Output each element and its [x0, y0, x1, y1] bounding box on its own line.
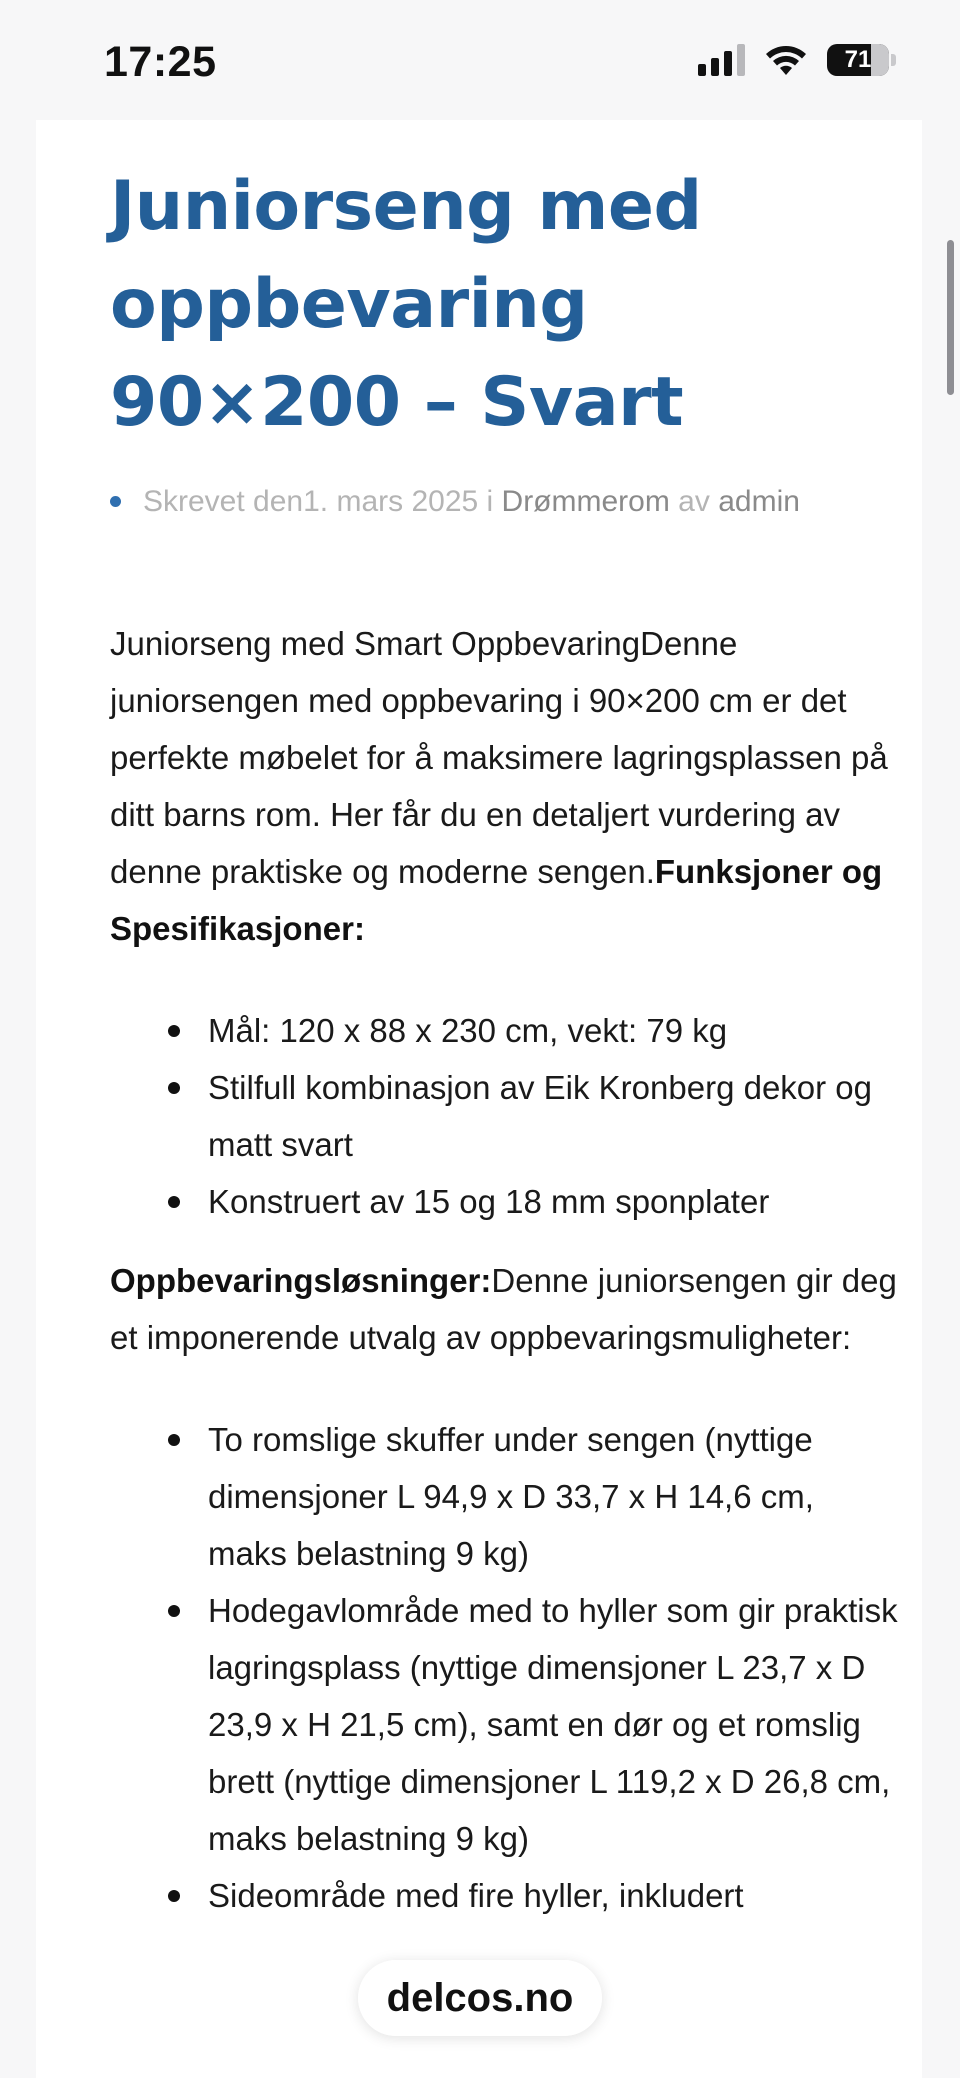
intro-text: Juniorseng med Smart OppbevaringDenne juniorsengen med oppbevaring i 90×200 cm er det perfekte møbelet for å maksimere lagringsplassen på ditt barns rom. Her får du en detaljert vurdering av denne praktiske og moderne sengen.	[110, 625, 888, 890]
storage-intro-text: Denne juniorsengen gir deg et imponerende utvalg av oppbevaringsmuligheter:	[110, 1262, 897, 1356]
url-text[interactable]: delcos.no	[386, 1975, 574, 2020]
battery-indicator	[827, 44, 896, 76]
list-item: Sideområde med fire hyller, inkludert	[208, 1867, 900, 1924]
list-item: To romslige skuffer under sengen (nyttige dimensjoner L 94,9 x D 33,7 x H 14,6 cm, maks belastning 9 kg)	[208, 1411, 900, 1582]
wifi-icon	[765, 44, 807, 76]
storage-paragraph	[110, 1252, 900, 1366]
list-item: Hodegavlområde med to hyller som gir praktisk lagringsplass (nyttige dimensjoner L 23,7 x D 23,9 x H 21,5 cm), samt en dør og et romslig brett (nyttige dimensjoner L 119,2 x D 26,8 cm, maks belastning 9 kg)	[208, 1582, 900, 1867]
status-icons	[698, 44, 896, 76]
article-title: Juniorseng med oppbevaring 90×200 – Svart	[110, 167, 702, 442]
article-content	[110, 615, 900, 1924]
meta-prefix: Skrevet den	[143, 485, 304, 518]
address-bar[interactable]	[358, 1960, 602, 2036]
battery-icon	[827, 44, 889, 76]
post-meta-text	[143, 476, 800, 527]
section-heading-features: Funksjoner og Spesifikasjoner:	[110, 853, 883, 947]
list-item: Mål: 120 x 88 x 230 cm, vekt: 79 kg	[208, 1002, 900, 1059]
category-link[interactable]: Drømmerom	[501, 485, 670, 518]
cellular-signal-icon	[698, 44, 745, 76]
status-time: 17:25	[104, 38, 217, 86]
battery-level: 71	[844, 46, 872, 73]
meta-in: i	[478, 485, 502, 518]
scrollbar[interactable]	[947, 240, 954, 395]
intro-paragraph	[110, 615, 900, 957]
author-link[interactable]: admin	[718, 485, 800, 518]
article	[36, 110, 922, 2078]
specs-list	[110, 1002, 900, 1230]
storage-list	[110, 1411, 900, 1924]
bullet-icon	[110, 496, 121, 507]
status-bar	[0, 0, 960, 120]
post-meta	[110, 476, 830, 527]
post-date[interactable]: 1. mars 2025	[303, 485, 479, 518]
list-item: Stilfull kombinasjon av Eik Kronberg dekor og matt svart	[208, 1059, 900, 1173]
meta-by: av	[669, 485, 719, 518]
list-item: Konstruert av 15 og 18 mm sponplater	[208, 1173, 900, 1230]
section-heading-storage: Oppbevaringsløsninger:	[110, 1262, 492, 1299]
